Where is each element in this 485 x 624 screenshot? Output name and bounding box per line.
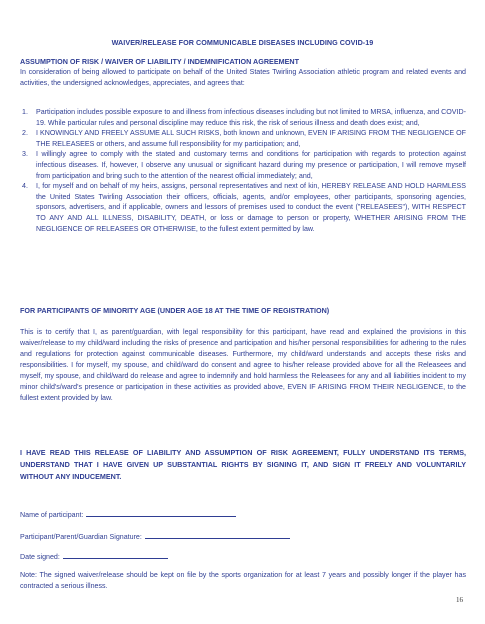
date-signed-field[interactable] bbox=[20, 550, 168, 561]
note-text: Note: The signed waiver/release should be kept on file by the sports organization for at least 7 years and possibly longer if the player has contracted a serious illness. bbox=[20, 571, 466, 590]
acknowledgement-text: I HAVE READ THIS RELEASE OF LIABILITY AND ASSUMPTION OF RISK AGREEMENT, FULLY UNDERSTAND ITS TERMS, UNDERSTAND THAT I HAVE GIVEN UP SUBSTANTIAL RIGHTS BY SIGNING IT, AND SIGN IT FREELY AND VOLUNTARILY WITHOUT ANY INDUCEMENT. bbox=[20, 448, 466, 481]
date-signed-label: Date signed: bbox=[20, 553, 60, 561]
list-item: 2. I KNOWINGLY AND FREELY ASSUME ALL SUCH RISKS, both known and unknown, EVEN IF ARISING FROM THE NEGLIGENCE OF THE RELEASEES or others, and assume full responsibility for my participation; and, bbox=[22, 129, 466, 148]
signature-field[interactable] bbox=[20, 530, 290, 541]
document-title: WAIVER/RELEASE FOR COMMUNICABLE DISEASES INCLUDING COVID-19 bbox=[111, 38, 374, 47]
list-item: 4. I, for myself and on behalf of my heirs, assigns, personal representatives and next of kin, HEREBY RELEASE AND HOLD HARMLESS the United States Twirling Association their officers, officials, agents, and/or employees, other participants, sponsoring agencies, sponsors, advertisers, and if applicable, owners and lessors of premises used to conduct the event ("RELEASEES"), WITH RESPECT TO ANY AND ALL ILLNESS, DISABILITY, DEATH, or loss or damage to person or property, WHETHER ARISING FROM THE NEGLIGENCE OF RELEASEES OR OTHERWISE, to the fullest extent permitted by law. bbox=[22, 182, 466, 233]
terms-list bbox=[20, 107, 466, 234]
section1-heading: ASSUMPTION OF RISK / WAIVER OF LIABILITY / INDEMNIFICATION AGREEMENT bbox=[20, 57, 299, 66]
section2-heading: FOR PARTICIPANTS OF MINORITY AGE (UNDER AGE 18 AT THE TIME OF REGISTRATION) bbox=[20, 306, 330, 315]
page-number: 16 bbox=[456, 596, 463, 604]
participant-name-field[interactable] bbox=[20, 508, 236, 519]
participant-name-label: Name of participant: bbox=[20, 511, 84, 519]
signature-line[interactable] bbox=[145, 530, 290, 539]
date-signed-line[interactable] bbox=[63, 550, 168, 559]
signature-label: Participant/Parent/Guardian Signature: bbox=[20, 533, 142, 541]
list-item: 1. Participation includes possible exposure to and illness from infectious diseases including but not limited to MRSA, influenza, and COVID-19. While particular rules and personal discipline may reduce this risk, the risk of serious illness and death does exist; and, bbox=[22, 108, 466, 127]
list-item: 3. I willingly agree to comply with the stated and customary terms and conditions for participation with regards to protection against infectious diseases. If, however, I observe any unusual or significant hazard during my presence or participation, I will remove myself from participation and bring such to the attention of the nearest official immediately; and, bbox=[22, 150, 466, 180]
section2-body: This is to certify that I, as parent/guardian, with legal responsibility for this participant, have read and explained the provisions in this waiver/release to my child/ward including the risks of presence and participation and his/her personal responsibilities for adhering to the rules and regulations for protection against communicable diseases. Furthermore, my child/ward understands and accepts these risks and responsibilities. I for myself, my spouse, and child/ward do consent and agree to his/her release provided above for all the Releasees and myself, my spouse, and child/ward do release and agree to indemnify and hold harmless the Releasees for any and all liabilities incident to my minor child's/ward's presence or participation in these activities as provided above, EVEN IF ARISING FROM THEIR NEGLIGENCE, to the fullest extent provided by law. bbox=[20, 328, 466, 402]
section1-intro: In consideration of being allowed to participate on behalf of the United States Twirling Association athletic program and related events and activities, the undersigned acknowledges, appreciates, and agrees that: bbox=[20, 68, 466, 87]
participant-name-line[interactable] bbox=[86, 508, 236, 517]
